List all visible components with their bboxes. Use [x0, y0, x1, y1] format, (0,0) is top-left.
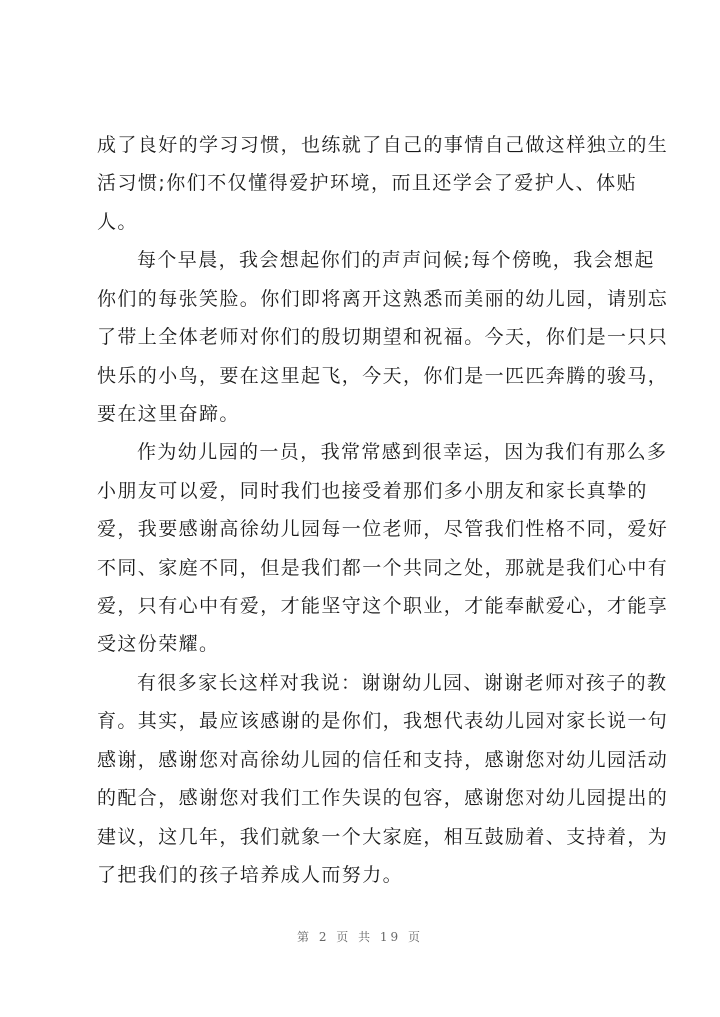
paragraph-3-line-1: 作为幼儿园的一员，我常常感到很幸运，因为我们有那么多 — [137, 441, 668, 463]
paragraph-1-line-2: 活习惯;你们不仅懂得爱护环境，而且还学会了爱护人、体贴 — [97, 172, 637, 194]
paragraph-4-line-3: 感谢，感谢您对高徐幼儿园的信任和支持，感谢您对幼儿园活动 — [97, 749, 669, 771]
page-footer: 第 2 页 共 19 页 — [297, 930, 423, 944]
paragraph-1-line-1: 成了良好的学习习惯，也练就了自己的事情自己做这样独立的生 — [97, 134, 669, 156]
paragraph-3-line-4: 不同、家庭不同，但是我们都一个共同之处，那就是我们心中有 — [97, 557, 669, 579]
paragraph-3-line-3: 爱，我要感谢高徐幼儿园每一位老师，尽管我们性格不同，爱好 — [97, 518, 669, 540]
paragraph-3-line-5: 爱，只有心中有爱，才能坚守这个职业，才能奉献爱心，才能享 — [97, 595, 669, 617]
paragraph-1-line-3: 人。 — [97, 211, 138, 233]
paragraph-4-line-6: 了把我们的孩子培养成人而努力。 — [97, 864, 404, 886]
paragraph-2-line-2: 你们的每张笑脸。你们即将离开这熟悉而美丽的幼儿园，请别忘 — [97, 288, 669, 310]
paragraph-4-line-5: 建议，这几年，我们就象一个大家庭，相互鼓励着、支持着，为 — [97, 826, 669, 848]
paragraph-2-line-5: 要在这里奋蹄。 — [97, 403, 240, 425]
paragraph-3-line-2: 小朋友可以爱，同时我们也接受着那们多小朋友和家长真挚的 — [97, 480, 648, 502]
paragraph-2-line-4: 快乐的小鸟，要在这里起飞，今天，你们是一匹匹奔腾的骏马， — [97, 365, 669, 387]
paragraph-2-line-3: 了带上全体老师对你们的殷切期望和祝福。今天，你们是一只只 — [97, 326, 669, 348]
paragraph-3-line-6: 受这份荣耀。 — [97, 633, 220, 655]
paragraph-4-line-1: 有很多家长这样对我说：谢谢幼儿园、谢谢老师对孩子的教 — [137, 672, 668, 694]
paragraph-4-line-2: 育。其实，最应该感谢的是你们，我想代表幼儿园对家长说一句 — [97, 710, 669, 732]
paragraph-4-line-4: 的配合，感谢您对我们工作失误的包容，感谢您对幼儿园提出的 — [97, 787, 669, 809]
paragraph-2-line-1: 每个早晨，我会想起你们的声声问候;每个傍晚，我会想起 — [137, 249, 655, 271]
